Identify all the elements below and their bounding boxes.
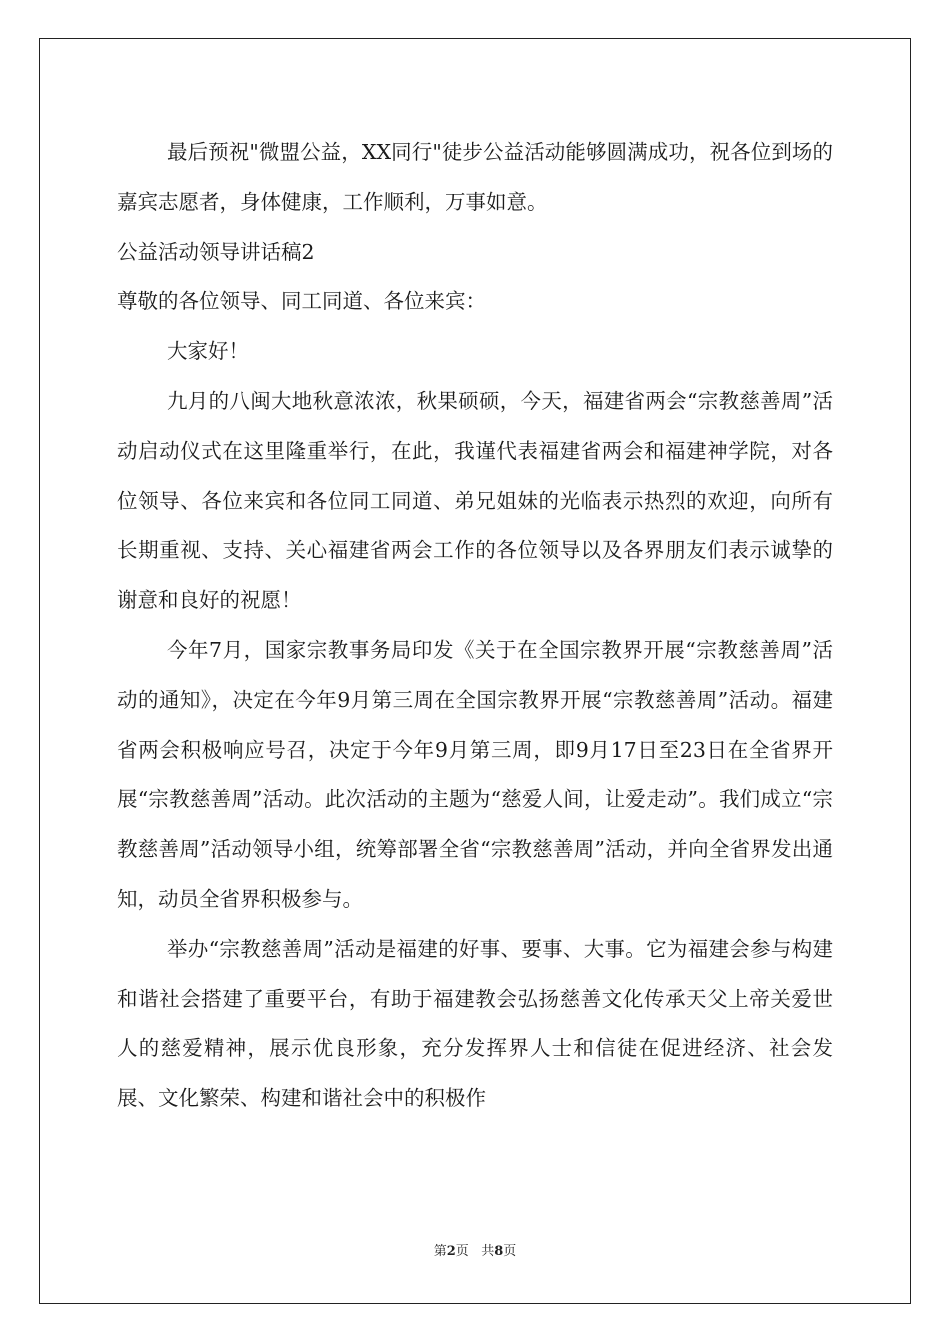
- document-body: [117, 128, 833, 1124]
- footer-total-suffix: 页: [503, 1244, 517, 1259]
- paragraph-notice: 今年7月，国家宗教事务局印发《关于在全国宗教界开展“宗教慈善周”活动的通知》，决定在今年9月第三周在全国宗教界开展“宗教慈善周”活动。福建省两会积极响应号召，决定于今年9月第三周，即9月17日至23日在全省界开展“宗教慈善周”活动。此次活动的主题为“慈爱人间，让爱走动”。我们成立“宗教慈善周”活动领导小组，统筹部署全省“宗教慈善周”活动，并向全省界发出通知，动员全省界积极参与。: [117, 637, 833, 911]
- paragraph-welcome: 九月的八闽大地秋意浓浓，秋果硕硕，今天，福建省两会“宗教慈善周”活动启动仪式在这里隆重举行，在此，我谨代表福建省两会和福建神学院，对各位领导、各位来宾和各位同工同道、弟兄姐妹的光临表示热烈的欢迎，向所有长期重视、支持、关心福建省两会工作的各位领导以及各界朋友们表示诚挚的谢意和良好的祝愿！: [117, 388, 833, 613]
- footer-page-number: 2: [446, 1244, 456, 1259]
- speech-title: 公益活动领导讲话稿2: [117, 239, 315, 264]
- paragraph-closing-wish: 最后预祝"微盟公益，XX同行"徒步公益活动能够圆满成功，祝各位到场的嘉宾志愿者，身体健康，工作顺利，万事如意。: [117, 140, 833, 214]
- page-footer: [0, 1244, 950, 1260]
- footer-page-suffix: 页: [455, 1244, 469, 1259]
- footer-total-pages: 8: [494, 1244, 504, 1259]
- greeting: 大家好！: [167, 339, 249, 364]
- footer-total-prefix: 共: [481, 1244, 495, 1259]
- paragraph-significance: 举办“宗教慈善周”活动是福建的好事、要事、大事。它为福建会参与构建和谐社会搭建了重要平台，有助于福建教会弘扬慈善文化传承天父上帝关爱世人的慈爱精神，展示优良形象，充分发挥界人士和信徒在促进经济、社会发展、文化繁荣、构建和谐社会中的积极作: [117, 936, 833, 1111]
- footer-prefix: 第: [433, 1244, 447, 1259]
- salutation: 尊敬的各位领导、同工同道、各位来宾：: [117, 289, 486, 314]
